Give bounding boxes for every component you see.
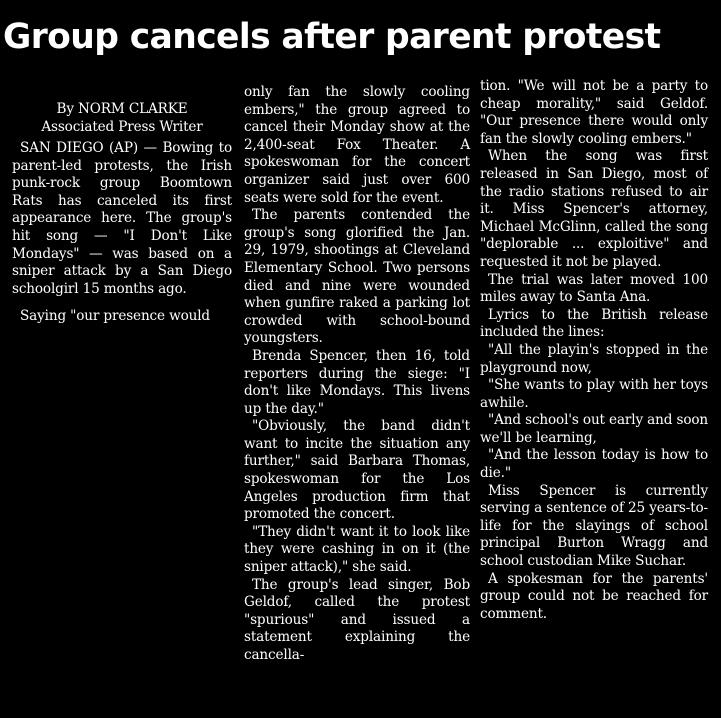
article-paragraph: The group's lead singer, Bob Geldof, called the protest "spurious" and issued a statement explaining the cancella- bbox=[244, 576, 470, 663]
lyric-line: "And the lesson today is how to die." bbox=[480, 447, 708, 482]
lyric-line: "She wants to play with her toys awhile. bbox=[480, 377, 708, 411]
lyric-line: "And school's out early and soon we'll be learning, bbox=[480, 412, 708, 446]
article-paragraph: Brenda Spencer, then 16, told reporters during the siege: "I don't like Mondays. This livens up the day." bbox=[244, 347, 470, 417]
byline-author: By NORM CLARKE bbox=[56, 101, 188, 117]
article-column-1 bbox=[12, 100, 232, 326]
article-paragraph: A spokesman for the parents' group could not be reached for comment. bbox=[480, 570, 708, 622]
dateline: SAN DIEGO (AP) — bbox=[20, 140, 157, 156]
article-paragraph: Miss Spencer is currently serving a sentence of 25 years-to-life for the slayings of school principal Burton Wragg and school custodian Mike Suchar. bbox=[480, 482, 708, 570]
article-paragraph: "They didn't want it to look like they were cashing in on it (the sniper attack)," she said. bbox=[244, 523, 470, 576]
article-paragraph: tion. "We will not be a party to cheap morality," said Geldof. "Our presence there would only fan the slowly cooling embers." bbox=[480, 78, 708, 147]
headline: Group cancels after parent protest bbox=[3, 17, 661, 57]
article-paragraph: When the song was first released in San Diego, most of the radio stations refused to air it. Miss Spencer's attorney, Michael McGlinn, called the song "deplorable ... exploitive" and requested it not be played. bbox=[480, 148, 708, 270]
article-paragraph: The trial was later moved 100 miles away to Santa Ana. bbox=[480, 271, 708, 306]
lyric-line: "All the playin's stopped in the playground now, bbox=[480, 341, 708, 376]
article-paragraph: "Obviously, the band didn't want to incite the situation any further," said Barbara Thomas, spokeswoman for the Los Angeles production firm that promoted the concert. bbox=[244, 418, 470, 523]
article-paragraph: Saying "our presence would bbox=[20, 308, 210, 325]
article-column-3 bbox=[480, 78, 708, 623]
byline bbox=[12, 100, 232, 136]
article-paragraph bbox=[12, 140, 232, 298]
article-paragraph: The parents contended the group's song glorified the Jan. 29, 1979, shootings at Cleveland Elementary School. Two persons died and nine were wounded when gunfire raked a parking lot crowded with school-bound youngsters. bbox=[244, 207, 470, 347]
article-paragraph: only fan the slowly cooling embers," the group agreed to cancel their Monday show at the 2,400-seat Fox Theater. A spokeswoman for the concert organizer said just over 600 seats were sold for the event. bbox=[244, 84, 470, 206]
article-paragraph: Lyrics to the British release included the lines: bbox=[480, 306, 708, 341]
paragraph-text: Bowing to parent-led protests, the Irish punk-rock group Boomtown Rats has canceled its first appearance here. The group's hit song — "I Don't Like Mondays" — was based on a sniper attack by a San Diego schoolgirl 15 months ago. bbox=[12, 140, 232, 297]
byline-title: Associated Press Writer bbox=[41, 119, 203, 135]
article-column-2 bbox=[244, 84, 470, 665]
